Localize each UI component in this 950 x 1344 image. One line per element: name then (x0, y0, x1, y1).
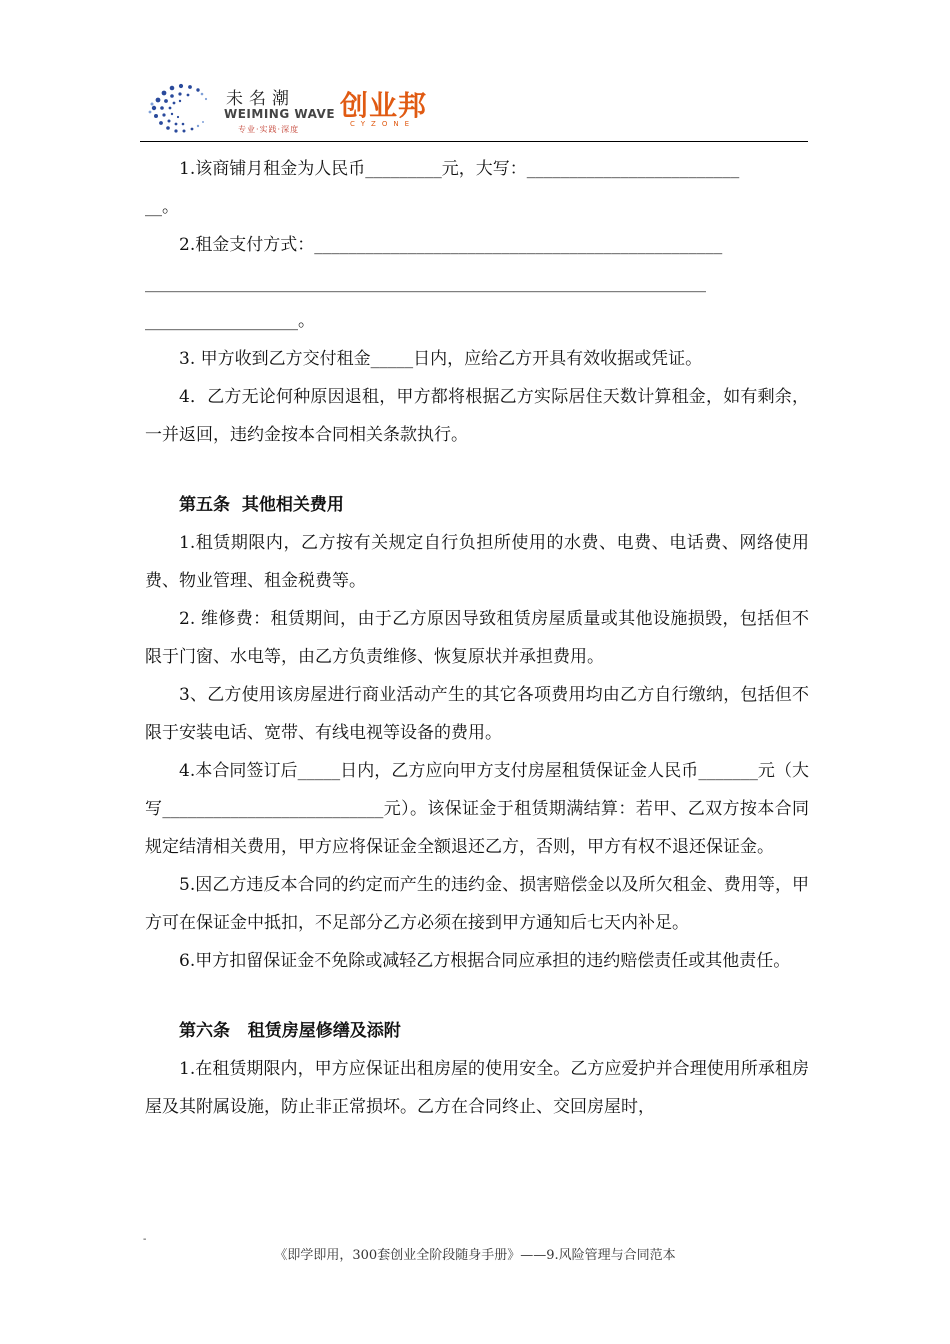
article-6-heading: 第六条 租赁房屋修缮及添附 (179, 1021, 401, 1041)
page-footer: 《即学即用，300套创业全阶段随身手册》——9.风险管理与合同范本 (274, 1248, 676, 1263)
rent-amount-clause-cont: __。 (145, 197, 179, 217)
receipt-clause: 3. 甲方收到乙方交付租金_____日内，应给乙方开具有效收据或凭证。 (179, 349, 703, 369)
cyzone-logo-english: CYZONE (350, 120, 416, 128)
article-5-item-5: 5.因乙方违反本合同的约定而产生的违约金、损害赔偿金以及所欠租金、费用等，甲方可在保证金中抵扣，不足部分乙方必须在接到甲方通知后七天内补足。 (145, 875, 809, 933)
article-5-item-6: 6.甲方扣留保证金不免除或减轻乙方根据合同应承担的违约赔偿责任或其他责任。 (179, 951, 791, 971)
document-body (145, 150, 809, 1126)
rent-amount-clause: 1.该商铺月租金为人民币_________元，大写：_________________________ (179, 159, 740, 179)
logo-slogan: 专业·实践·深度 (238, 125, 300, 134)
article-5-item-1: 1.租赁期限内，乙方按有关规定自行负担所使用的水费、电费、电话费、网络使用费、物业管理、租金税费等。 (145, 533, 809, 591)
page-header (140, 78, 808, 142)
article-5-heading: 第五条 其他相关费用 (179, 495, 344, 515)
payment-method-clause: 2.租金支付方式：________________________________________________ (179, 235, 723, 255)
payment-method-blank-line: __________________________________________________________________ (145, 273, 706, 293)
article-6-item-1: 1.在租赁期限内，甲方应保证出租房屋的使用安全。乙方应爱护并合理使用所承租房屋及其附属设施，防止非正常损坏。乙方在合同终止、交回房屋时， (145, 1059, 809, 1117)
logo-english-name: WEIMING WAVE (224, 107, 336, 121)
logo-chinese-name: 未名潮 (226, 89, 295, 109)
payment-method-blank-end: __________________。 (145, 311, 315, 331)
cyzone-logo: 创业邦 (340, 89, 428, 122)
footer-marker: - (143, 1234, 147, 1245)
weiming-wave-logo-icon (140, 78, 220, 138)
article-5-item-4: 4.本合同签订后_____日内，乙方应向甲方支付房屋租赁保证金人民币_______元（大写__________________________元）。该保证金于租赁期满结算：若甲、乙双方按本合同规定结清相关费用，甲方应将保证金全额退还乙方，否则，甲方有权不退还保证金。 (145, 761, 809, 857)
withdrawal-clause: 4．乙方无论何种原因退租，甲方都将根据乙方实际居住天数计算租金，如有剩余，一并返回，违约金按本合同相关条款执行。 (145, 387, 809, 445)
article-5-item-3: 3、乙方使用该房屋进行商业活动产生的其它各项费用均由乙方自行缴纳，包括但不限于安装电话、宽带、有线电视等设备的费用。 (145, 685, 809, 743)
header-divider (140, 141, 808, 142)
article-5-item-2: 2. 维修费：租赁期间，由于乙方原因导致租赁房屋质量或其他设施损毁，包括但不限于门窗、水电等，由乙方负责维修、恢复原状并承担费用。 (145, 609, 809, 667)
